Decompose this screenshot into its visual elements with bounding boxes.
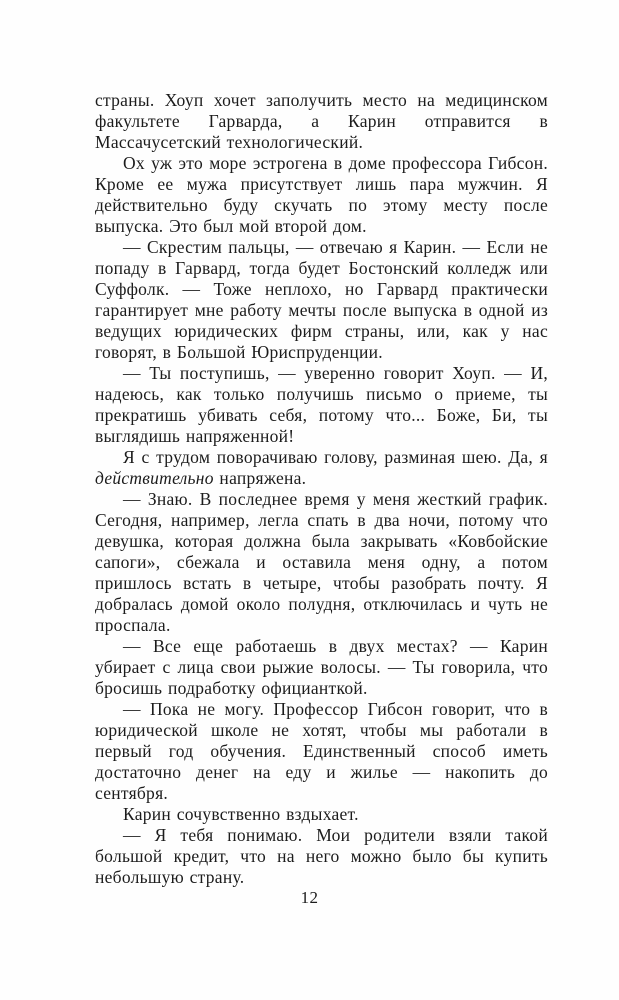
text-run: напряжена. [213, 468, 307, 488]
text-block [95, 90, 548, 888]
text-run: Ох уж это море эстрогена в доме профессора Гибсон. Кроме ее мужа присутствует лишь пара мужчин. Я действительно буду скучать по этому месту после выпуска. Это был мой второй дом. [95, 153, 548, 236]
paragraph [95, 90, 548, 153]
page-number: 12 [300, 888, 319, 907]
paragraph [95, 699, 548, 804]
paragraph [95, 363, 548, 447]
text-run: — Все еще работаешь в двух местах? — Карин убирает с лица свои рыжие волосы. — Ты говорила, что бросишь подработку официанткой. [95, 636, 548, 698]
paragraph [95, 489, 548, 636]
italic-text-run: действительно [95, 468, 214, 488]
paragraph [95, 636, 548, 699]
text-run: — Знаю. В последнее время у меня жесткий график. Сегодня, например, легла спать в два ночи, потому что девушка, которая должна была закрывать «Ковбойские сапоги», сбежала и оставила меня одну, а потом пришлось встать в четыре, чтобы разобрать почту. Я добралась домой около полудня, отключилась и чуть не проспала. [95, 489, 548, 635]
text-run: Карин сочувственно вздыхает. [123, 804, 359, 824]
text-run: — Скрестим пальцы, — отвечаю я Карин. — Если не попаду в Гарвард, тогда будет Бостонский колледж или Суффолк. — Тоже неплохо, но Гарвард практически гарантирует мне работу мечты после выпуска в одной из ведущих юридических фирм страны, или, как у нас говорят, в Большой Юриспруденции. [95, 237, 548, 362]
text-run: — Я тебя понимаю. Мои родители взяли такой большой кредит, что на него можно было бы купить небольшую страну. [95, 825, 548, 887]
paragraph [95, 804, 548, 825]
text-run: — Пока не могу. Профессор Гибсон говорит, что в юридической школе не хотят, чтобы мы работали в первый год обучения. Единственный способ иметь достаточно денег на еду и жилье — накопить до сентября. [95, 699, 548, 803]
text-run: страны. Хоуп хочет заполучить место на медицинском факультете Гарварда, а Карин отправится в Массачусетский технологический. [95, 90, 548, 152]
text-run: Я с трудом поворачиваю голову, разминая шею. Да, я [123, 447, 548, 467]
paragraph [95, 825, 548, 888]
paragraph [95, 447, 548, 489]
paragraph [95, 237, 548, 363]
paragraph [95, 153, 548, 237]
text-run: — Ты поступишь, — уверенно говорит Хоуп. — И, надеюсь, как только получишь письмо о приеме, ты прекратишь убивать себя, потому что... Боже, Би, ты выглядишь напряженной! [95, 363, 548, 446]
